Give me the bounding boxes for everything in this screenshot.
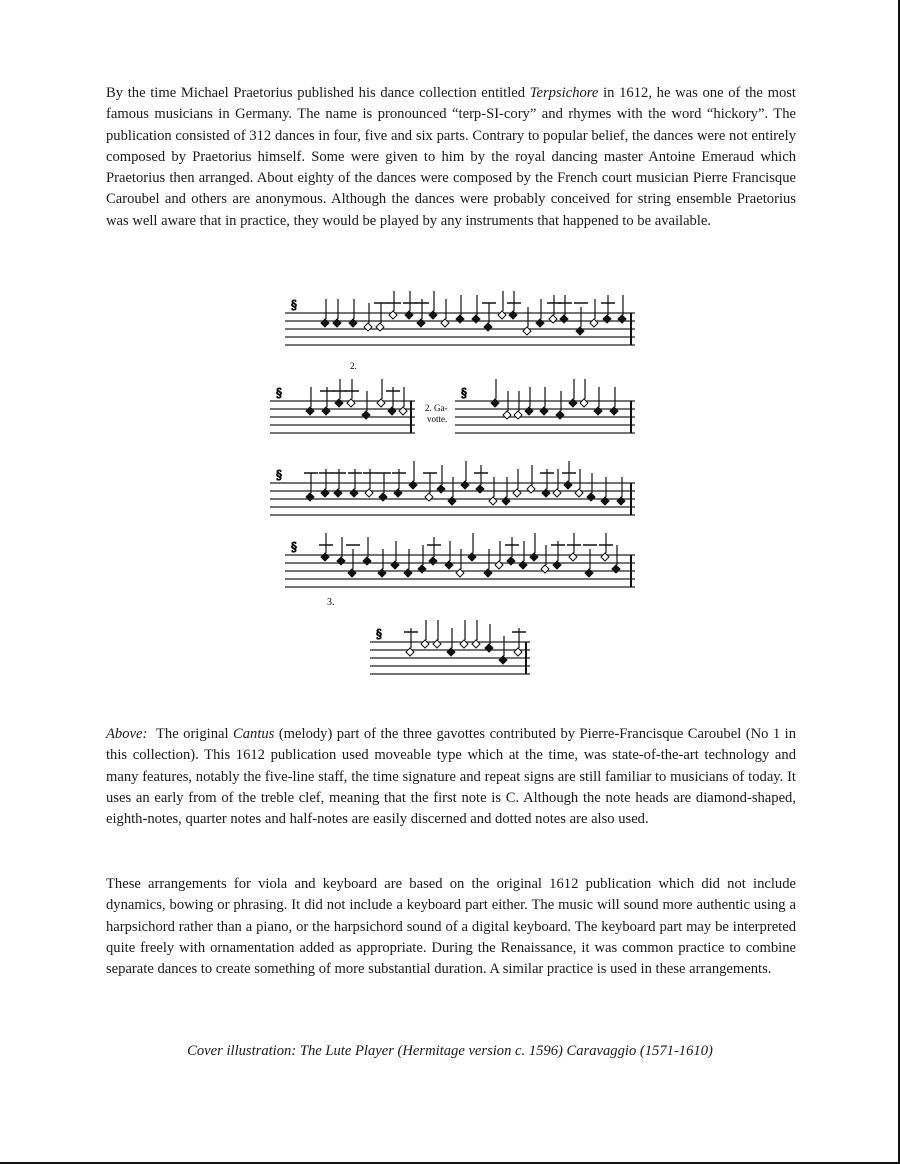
intro-paragraph bbox=[106, 83, 796, 232]
gavotte-label-line1: 2. Ga- bbox=[425, 403, 448, 413]
svg-text:§: § bbox=[376, 627, 382, 641]
arrangements-paragraph: These arrangements for viola and keyboard are based on the original 1612 publication which did not include dynamics, bowing or phrasing. It did not include a keyboard part either. The music will sound more authentic using a harpsichord rather than a piano, or the harpsichord sound of a digital keyboard. The keyboard part may be interpreted quite freely with ornamentation added as appropriate. During the Renaissance, it was common practice to combine separate dances to create something of more substantial duration. A similar practice is used in these arrangements. bbox=[106, 876, 796, 978]
intro-text-rest: in 1612, he was one of the most famous musicians in Germany. The name is pronounced “terp-SI-cory” and rhymes with the word “hickory”. The publication consisted of 312 dances in four, five and six parts. Contrary to popular belief, the dances were not entirely composed by Praetorius himself. Some were given to him by the royal dancing master Antoine Emeraud which Praetorius then arranged. About eighty of the dances were composed by the French court musician Pierre Francisque Caroubel and others are anonymous. Although the dances were probably conceived for string ensemble Praetorius was well aware that in practice, they would be played by any instruments that happened to be available. bbox=[106, 85, 796, 229]
cover-illustration-caption: Cover illustration: The Lute Player (Hermitage version c. 1596) Caravaggio (1571-1610) bbox=[187, 1043, 713, 1059]
cantus-term: Cantus bbox=[233, 726, 275, 742]
intro-text-start: By the time Michael Praetorius published his dance collection entitled bbox=[106, 85, 530, 101]
gavotte-label-line2: votte. bbox=[427, 414, 448, 424]
svg-text:§: § bbox=[291, 298, 297, 312]
above-paragraph bbox=[106, 724, 796, 830]
svg-text:§: § bbox=[291, 540, 297, 554]
svg-text:§: § bbox=[276, 386, 282, 400]
svg-text:§: § bbox=[276, 468, 282, 482]
above-lead: Above: bbox=[106, 726, 148, 742]
svg-text:§: § bbox=[461, 386, 467, 400]
score-label-3: 3. bbox=[327, 597, 335, 608]
terpsichore-title: Terpsichore bbox=[529, 85, 599, 101]
score-drawing bbox=[265, 287, 645, 707]
score-facsimile-image bbox=[265, 287, 645, 707]
staff-6 bbox=[370, 642, 530, 674]
above-pre: The original bbox=[147, 726, 233, 742]
score-label-2: 2. bbox=[350, 361, 357, 371]
above-text: (melody) part of the three gavottes contributed by Pierre-Francisque Caroubel (No 1 in this collection). This 1612 publication used moveable type which at the time, was state-of-the-art technology and many features, notably the five-line staff, the time signature and repeat signs are still familiar to musicians of today. It uses an early from of the treble clef, meaning that the first note is C. Although the note heads are diamond-shaped, eighth-notes, quarter notes and half-notes are easily discerned and dotted notes are also used. bbox=[106, 726, 796, 828]
